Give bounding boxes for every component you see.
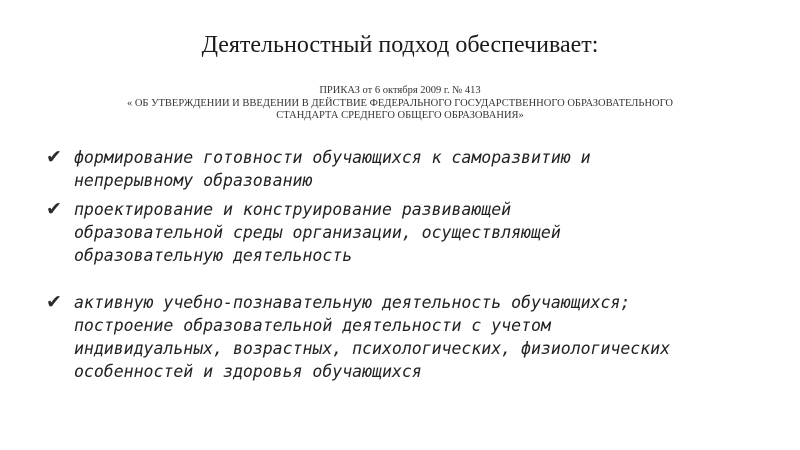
bullet-item xyxy=(44,291,764,383)
bullet-item xyxy=(44,146,764,192)
order-reference-line: СТАНДАРТА СРЕДНЕГО ОБЩЕГО ОБРАЗОВАНИЯ» xyxy=(276,110,524,121)
bullet-text-line: образовательной среды организации, осуществляющей xyxy=(74,223,561,242)
bullet-text-line: активную учебно-познавательную деятельность обучающихся; xyxy=(74,293,631,312)
checkmark-icon: ✔ xyxy=(46,146,62,168)
order-reference xyxy=(80,85,720,123)
order-reference-line: « ОБ УТВЕРЖДЕНИИ И ВВЕДЕНИИ В ДЕЙСТВИЕ ФЕДЕРАЛЬНОГО ГОСУДАРСТВЕННОГО ОБРАЗОВАТЕЛЬНОГО xyxy=(126,97,674,109)
bullet-text-line: проектирование и конструирование развивающей xyxy=(74,200,512,219)
bullet-text-line: особенностей и здоровья обучающихся xyxy=(74,362,422,381)
order-reference-line: ПРИКАЗ от 6 октября 2009 г. № 413 xyxy=(319,85,481,96)
slide-title: Деятельностный подход обеспечивает: xyxy=(201,32,599,58)
bullet-text-line: индивидуальных, возрастных, психологических, физиологических xyxy=(74,339,671,358)
bullet-text-line: формирование готовности обучающихся к саморазвитию и xyxy=(74,148,591,167)
bullet-text-line: построение образовательной деятельности с учетом xyxy=(74,316,551,335)
bullet-text-line: образовательную деятельность xyxy=(74,246,353,265)
bullet-text-line: непрерывному образованию xyxy=(74,171,313,190)
bullet-list xyxy=(44,146,764,389)
bullet-item xyxy=(44,198,764,267)
checkmark-icon: ✔ xyxy=(46,291,62,313)
checkmark-icon: ✔ xyxy=(46,198,62,220)
